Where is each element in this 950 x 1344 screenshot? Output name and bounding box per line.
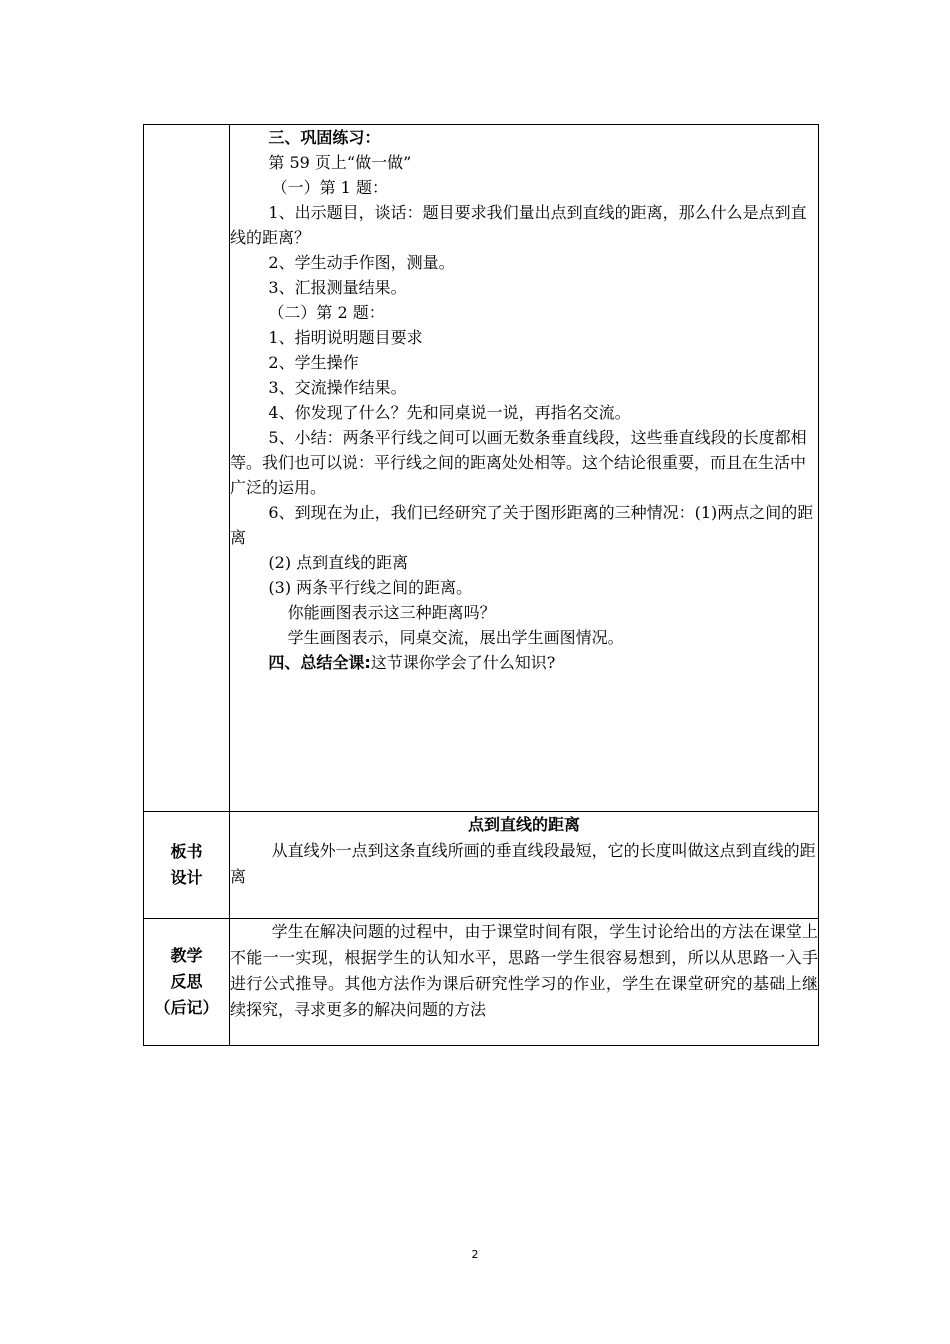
practice-content-cell xyxy=(230,125,819,812)
practice-line: 5、小结：两条平行线之间可以画无数条垂直线段，这些垂直线段的长度都相等。我们也可以说：平行线之间的距离处处相等。这个结论很重要，而且在生活中广泛的运用。 xyxy=(230,428,807,497)
practice-line: 2、学生动手作图，测量。 xyxy=(268,253,455,272)
practice-line: 2、学生操作 xyxy=(268,353,359,372)
board-title: 点到直线的距离 xyxy=(467,815,580,834)
summary-heading: 四、总结全课: xyxy=(268,653,371,672)
practice-line: (3) 两条平行线之间的距离。 xyxy=(268,578,473,597)
reflection-text: 学生在解决问题的过程中，由于课堂时间有限，学生讨论给出的方法在课堂上不能一一实现，根据学生的认知水平，思路一学生很容易想到，所以从思路一入手进行公式推导。其他方法作为课后研究性学习的作业，学生在课堂研究的基础上继续探究，寻求更多的解决问题的方法 xyxy=(230,922,818,1019)
page-number: 2 xyxy=(471,1248,479,1261)
practice-line: 3、交流操作结果。 xyxy=(268,378,407,397)
lesson-plan-table xyxy=(143,124,819,1046)
empty-label-cell xyxy=(144,125,230,812)
table-row-practice xyxy=(144,125,819,812)
table-row-board xyxy=(144,812,819,919)
practice-line: 1、出示题目，谈话：题目要求我们量出点到直线的距离，那么什么是点到直线的距离？ xyxy=(230,203,807,247)
practice-line: 1、指明说明题目要求 xyxy=(268,328,423,347)
practice-heading: 三、巩固练习： xyxy=(268,128,381,147)
practice-line: （二）第 2 题： xyxy=(268,303,385,322)
summary-line xyxy=(230,650,818,675)
practice-line: (2) 点到直线的距离 xyxy=(268,553,409,572)
reflection-label-cell xyxy=(144,919,230,1046)
practice-line: 学生画图表示，同桌交流，展出学生画图情况。 xyxy=(287,628,624,647)
board-label: 板书 xyxy=(170,842,203,861)
reflection-label: 反思 xyxy=(170,972,203,991)
board-content-cell xyxy=(230,812,819,919)
table-row-reflection xyxy=(144,919,819,1046)
reflection-label: （后记） xyxy=(154,998,219,1017)
practice-line: （一）第 1 题： xyxy=(271,178,388,197)
board-label: 设计 xyxy=(170,868,203,887)
board-text: 从直线外一点到这条直线所画的垂直线段最短，它的长度叫做这点到直线的距离 xyxy=(230,841,816,886)
reflection-content-cell xyxy=(230,919,819,1046)
summary-text: 这节课你学会了什么知识? xyxy=(370,653,556,672)
reflection-label: 教学 xyxy=(170,946,203,965)
practice-line: 6、到现在为止，我们已经研究了关于图形距离的三种情况：(1)两点之间的距离 xyxy=(230,503,814,547)
practice-line: 第 59 页上“做一做” xyxy=(268,153,412,172)
practice-line: 4、你发现了什么？先和同桌说一说，再指名交流。 xyxy=(268,403,631,422)
practice-line: 你能画图表示这三种距离吗？ xyxy=(287,603,496,622)
practice-line: 3、汇报测量结果。 xyxy=(268,278,407,297)
board-label-cell xyxy=(144,812,230,919)
